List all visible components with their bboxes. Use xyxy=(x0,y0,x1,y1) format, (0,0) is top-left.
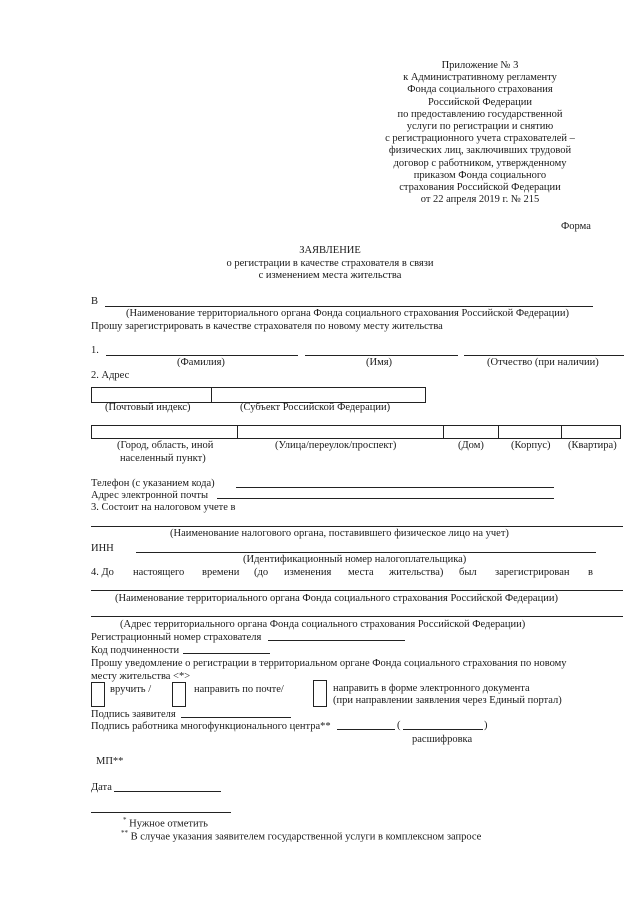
surname-caption: (Фамилия) xyxy=(177,357,225,368)
email-line[interactable] xyxy=(217,498,554,499)
inn-caption: (Идентификационный номер налогоплательщика) xyxy=(243,554,467,565)
section4-word: в xyxy=(588,567,593,578)
section4-word: 4. До xyxy=(91,567,114,578)
box-divider xyxy=(211,387,212,403)
mail-label: направить по почте/ xyxy=(194,684,284,695)
decoding-open-paren: ( xyxy=(397,720,401,731)
mp-label: МП** xyxy=(96,756,124,767)
subject-caption: (Субъект Российской Федерации) xyxy=(240,402,391,413)
box-divider xyxy=(443,425,444,439)
subordination-line[interactable] xyxy=(183,653,270,654)
footnote-text-2: В случае указания заявителем государственной услуги в комплексном запросе xyxy=(130,831,482,843)
box-divider xyxy=(561,425,562,439)
applicant-signature-label: Подпись заявителя xyxy=(91,709,176,720)
patronymic-line[interactable] xyxy=(464,355,624,356)
box-divider xyxy=(498,425,499,439)
notification-text-2: месту жительства <*> xyxy=(91,671,191,682)
applicant-signature-line[interactable] xyxy=(181,717,291,718)
form-subtitle-2: с изменением места жительства xyxy=(258,270,402,281)
footnote-2 xyxy=(121,829,481,844)
name-line[interactable] xyxy=(305,355,458,356)
previous-fss-caption: (Наименование территориального органа Фонда социального страхования Российской Федерации) xyxy=(115,593,558,604)
surname-line[interactable] xyxy=(106,355,298,356)
fss-address-line[interactable] xyxy=(91,616,623,617)
section1-number: 1. xyxy=(91,345,99,356)
previous-fss-line[interactable] xyxy=(91,590,623,591)
decoding-line[interactable] xyxy=(403,729,483,730)
form-title: ЗАЯВЛЕНИЕ xyxy=(299,245,361,256)
tax-caption: (Наименование налогового органа, поставившего физическое лицо на учет) xyxy=(170,528,509,539)
decoding-close-paren: ) xyxy=(484,720,488,731)
appendix-line: Фонда социального страхования xyxy=(407,84,553,96)
city-caption-1: (Город, область, иной xyxy=(117,440,214,451)
building-caption: (Корпус) xyxy=(511,440,551,451)
fss-address-caption: (Адрес территориального органа Фонда социального страхования Российской Федерации) xyxy=(120,619,526,630)
tax-label: 3. Состоит на налоговом учете в xyxy=(91,502,236,513)
address-detail-boxes[interactable] xyxy=(91,425,621,439)
mail-checkbox[interactable] xyxy=(172,682,186,707)
inn-label: ИНН xyxy=(91,543,114,554)
appendix-line: от 22 апреля 2019 г. № 215 xyxy=(420,194,540,206)
email-label: Адрес электронной почты xyxy=(91,490,209,501)
date-line[interactable] xyxy=(114,791,221,792)
city-caption-2: населенный пункт) xyxy=(120,453,206,464)
hand-label: вручить / xyxy=(110,684,152,695)
section4-word: зарегистрирован xyxy=(495,567,570,578)
name-caption: (Имя) xyxy=(366,357,393,368)
notification-text-1: Прошу уведомление о регистрации в территориальном органе Фонда социального страхования по новому xyxy=(91,658,567,669)
mfc-signature-line[interactable] xyxy=(337,729,395,730)
postal-index-caption: (Почтовый индекс) xyxy=(105,402,191,413)
footnote-text-1: Нужное отметить xyxy=(129,818,208,830)
request-text: Прошу зарегистрировать в качестве страхователя по новому месту жительства xyxy=(91,321,443,332)
forma-label: Форма xyxy=(561,221,591,232)
reg-number-label: Регистрационный номер страхователя xyxy=(91,632,262,643)
section4-word: (до xyxy=(254,567,269,578)
appendix-line: услуги по регистрации и снятию xyxy=(406,121,554,133)
electronic-checkbox[interactable] xyxy=(313,680,327,707)
addressee-caption: (Наименование территориального органа Фонда социального страхования Российской Федерации) xyxy=(126,308,569,319)
address-label: 2. Адрес xyxy=(91,370,130,381)
apartment-caption: (Квартира) xyxy=(568,440,617,451)
section4-word: изменения xyxy=(284,567,332,578)
phone-label: Телефон (с указанием кода) xyxy=(91,478,215,489)
appendix-line: Российской Федерации xyxy=(428,96,532,108)
box-divider xyxy=(237,425,238,439)
date-label: Дата xyxy=(91,782,112,793)
decoding-caption: расшифровка xyxy=(412,734,473,745)
hand-checkbox[interactable] xyxy=(91,682,105,707)
electronic-label-2: (при направлении заявления через Единый портал) xyxy=(333,695,562,706)
appendix-line: по предоставлению государственной xyxy=(397,108,563,120)
appendix-line: к Административному регламенту xyxy=(403,72,557,84)
appendix-line: приказом Фонда социального xyxy=(413,169,547,181)
section4-word: настоящего xyxy=(133,567,185,578)
appendix-line: с регистрационного учета страхователей – xyxy=(385,133,575,145)
appendix-line: Приложение № 3 xyxy=(441,60,519,71)
mfc-signature-label: Подпись работника многофункционального центра** xyxy=(91,721,331,732)
house-caption: (Дом) xyxy=(458,440,484,451)
appendix-line: договор с работником, утвержденному xyxy=(393,157,567,169)
footnote-mark-1: * xyxy=(123,816,127,824)
addressee-prefix: В xyxy=(91,296,99,307)
footnote-separator xyxy=(91,812,231,813)
appendix-line: страхования Российской Федерации xyxy=(399,182,561,194)
patronymic-caption: (Отчество (при наличии) xyxy=(487,357,599,368)
appendix-line: физических лиц, заключивших трудовой xyxy=(388,145,572,157)
postal-subject-boxes[interactable] xyxy=(91,387,426,403)
phone-line[interactable] xyxy=(236,487,554,488)
electronic-label-1: направить в форме электронного документа xyxy=(333,683,530,694)
subordination-label: Код подчиненности xyxy=(91,645,180,656)
street-caption: (Улица/переулок/проспект) xyxy=(275,440,397,451)
tax-authority-line[interactable] xyxy=(91,526,623,527)
inn-line[interactable] xyxy=(136,552,596,553)
footnote-mark-2: ** xyxy=(121,829,128,837)
section4-word: места xyxy=(348,567,374,578)
reg-number-line[interactable] xyxy=(268,640,405,641)
section4-word: жительства) xyxy=(389,567,444,578)
addressee-line[interactable] xyxy=(105,306,593,307)
appendix-block xyxy=(375,60,585,206)
form-subtitle-1: о регистрации в качестве страхователя в связи xyxy=(226,258,434,269)
section4-word: был xyxy=(459,567,477,578)
section4-word: времени xyxy=(202,567,240,578)
